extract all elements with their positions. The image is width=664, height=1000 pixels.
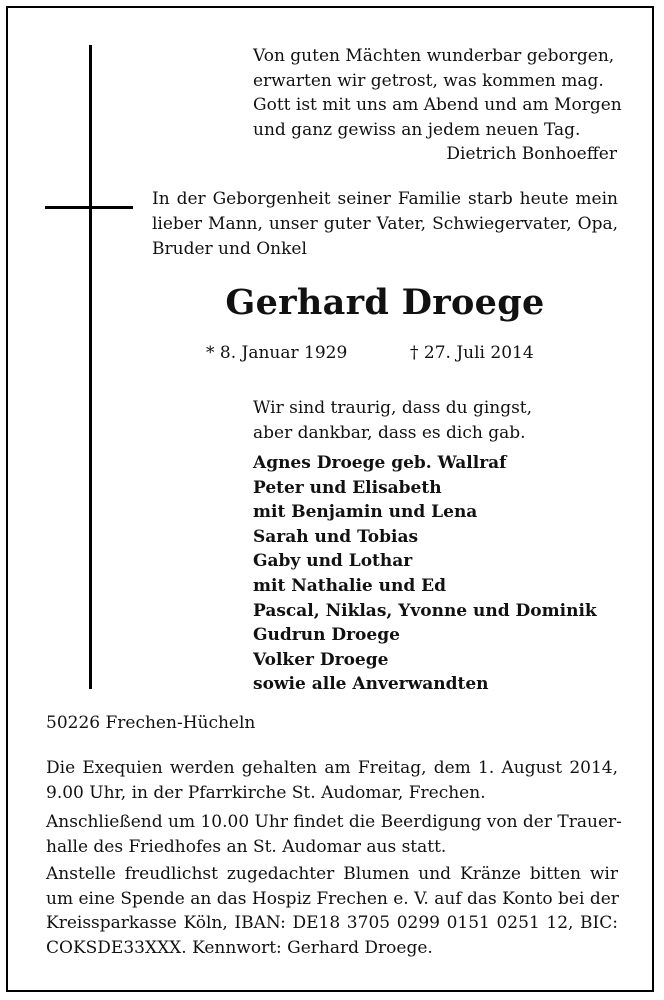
quote-line: aber dankbar, dass es dich gab. [253,422,526,443]
paragraph-line: Anschließend um 10.00 Uhr findet die Beerdigung von der Trauer- [46,812,622,832]
poem-author: Dietrich Bonhoeffer [446,144,617,164]
place-line: 50226 Frechen-Hücheln [46,713,256,733]
mourner-name: mit Benjamin und Lena [253,502,478,523]
paragraph-line: Die Exequien werden gehalten am Freitag, dem 1. August 2014, [46,758,618,778]
death-announcement-intro [152,187,618,261]
cross-vertical-bar [89,45,92,689]
poem-line: erwarten wir getrost, was kommen mag. [253,70,604,91]
paragraph-line: Kreissparkasse Köln, IBAN: DE18 3705 0299 0151 0251 12, BIC: [46,913,618,933]
paragraph-line: Anstelle freudlichst zugedachter Blumen und Kränze bitten wir [46,864,618,884]
intro-line: Bruder und Onkel [152,238,307,259]
intro-line: In der Geborgenheit seiner Familie starb heute mein [152,189,618,209]
quote-line: Wir sind traurig, dass du gingst, [253,398,533,418]
intro-line: lieber Mann, unser guter Vater, Schwiegervater, Opa, [152,213,618,234]
poem-line: Gott ist mit uns am Abend und am Morgen [253,95,622,115]
poem-line: und ganz gewiss an jedem neuen Tag. [253,119,581,140]
mourner-name: Gudrun Droege [253,625,400,646]
bonhoeffer-poem [253,44,623,167]
deceased-name: Gerhard Droege [225,282,545,323]
mourners-list [253,451,597,697]
poem-line: Von guten Mächten wunderbar geborgen, [253,46,615,66]
donation-paragraph [46,862,618,960]
birth-date: * 8. Januar 1929 [206,343,348,363]
mourner-name: Pascal, Niklas, Yvonne und Dominik [253,600,597,621]
death-date: † 27. Juli 2014 [410,343,534,363]
paragraph-line: halle des Friedhofes an St. Audomar aus statt. [46,836,447,857]
paragraph-line: um eine Spende an das Hospiz Frechen e. V. auf das Konto bei der [46,888,619,909]
mourner-name: Sarah und Tobias [253,526,419,547]
paragraph-line: COKSDE33XXX. Kennwort: Gerhard Droege. [46,937,433,958]
mourner-name: Gaby und Lothar [253,551,413,572]
mourner-name: sowie alle Anverwandten [253,674,489,695]
funeral-mass-paragraph [46,756,618,805]
farewell-quote [253,396,532,445]
paragraph-line: 9.00 Uhr, in der Pfarrkirche St. Audomar, Frechen. [46,782,486,803]
mourner-name: Peter und Elisabeth [253,477,442,498]
cross-horizontal-bar [45,206,133,209]
mourner-name: Volker Droege [253,649,389,670]
mourner-name: Agnes Droege geb. Wallraf [253,453,507,473]
burial-paragraph [46,810,622,859]
mourner-name: mit Nathalie und Ed [253,575,447,596]
